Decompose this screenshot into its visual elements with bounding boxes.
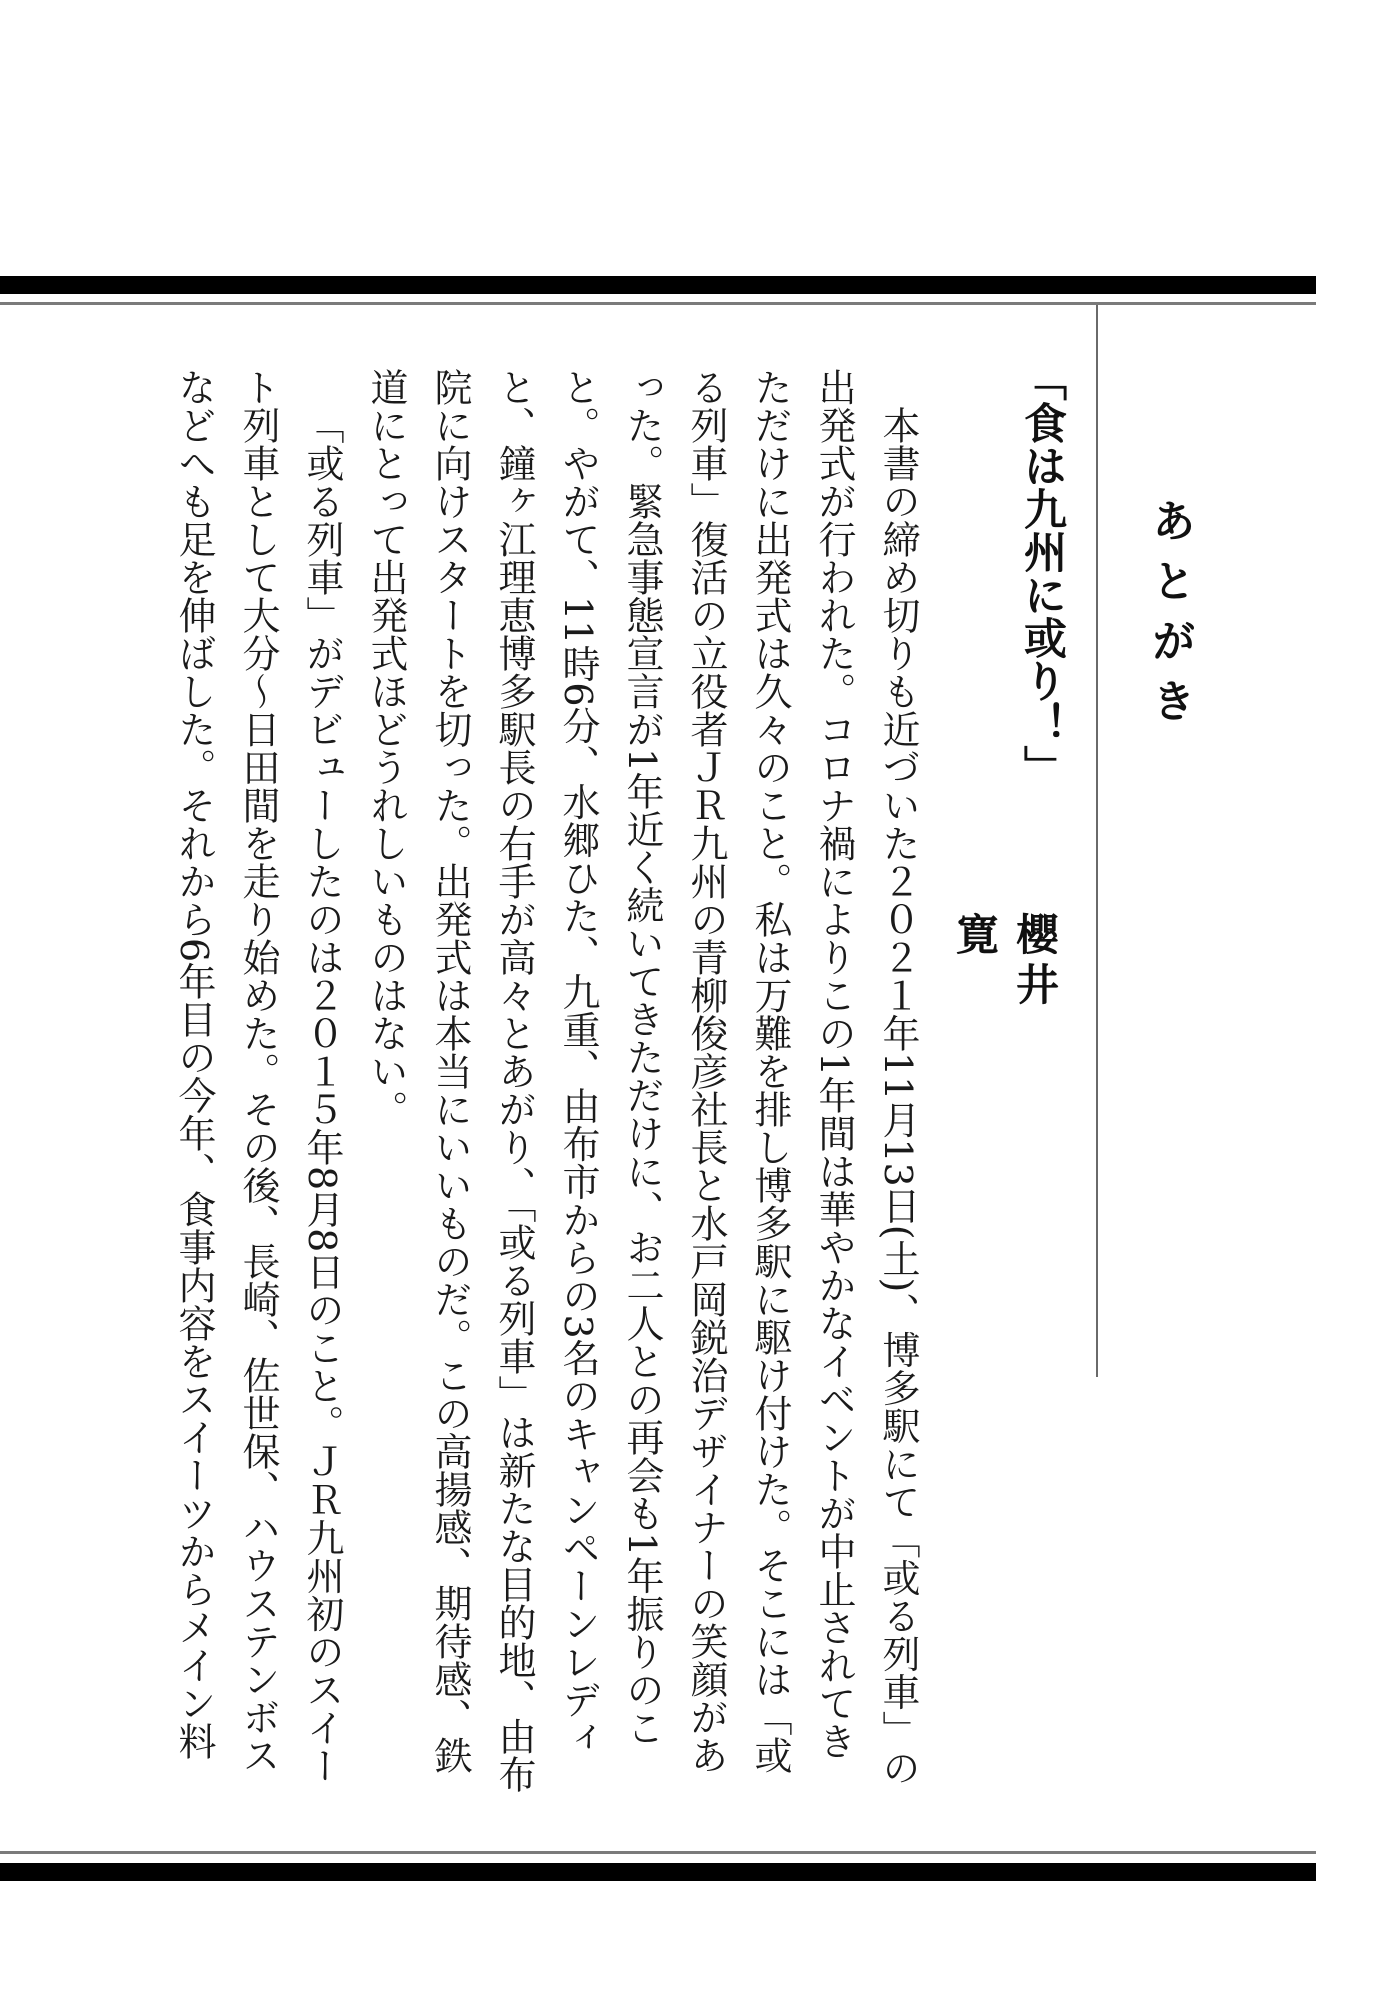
top-thin-rule bbox=[0, 302, 1316, 305]
author-name: 櫻井 寛 bbox=[949, 912, 1059, 1012]
bottom-thin-rule bbox=[0, 1851, 1316, 1854]
top-thick-rule bbox=[0, 276, 1316, 294]
body-text bbox=[140, 368, 930, 1798]
section-heading: あとがき bbox=[1144, 498, 1195, 738]
essay-title: 「食は九州に或り！」 bbox=[1017, 358, 1067, 788]
paragraph: 本書の締め切りも近づいた２０２１年11月13日(土)、博多駅にて「或る列車」の出発式が行われた。コロナ禍によりこの1年間は華やかなイベントが中止されてきただけに出発式は久々のこと。私は万難を排し博多駅に駆け付けた。そこには「或る列車」復活の立役者ＪＲ九州の青柳俊彦社長と水戸岡鋭治デザイナーの笑顔があった。緊急事態宣言が1年近く続いてきただけに、お二人との再会も1年振りのこと。やがて、11時6分、水郷ひた、九重、由布市からの3名のキャンペーンレディと、鐘ヶ江理恵博多駅長の右手が高々とあがり、「或る列車」は新たな目的地、由布院に向けスタートを切った。出発式は本当にいいものだ。この高揚感、期待感、鉄道にとって出発式ほどうれしいものはない。 bbox=[364, 368, 920, 1793]
heading-divider-line bbox=[1096, 305, 1098, 1377]
bottom-thick-rule bbox=[0, 1863, 1316, 1881]
paragraph: 「或る列車」がデビューしたのは２０１５年8月8日のこと。ＪＲ九州初のスイート列車として大分～日田間を走り始めた。その後、長崎、佐世保、ハウステンボスなどへも足を伸ばした。それから6年目の今年、食事内容をスイーツからメイン料 bbox=[172, 368, 344, 1785]
